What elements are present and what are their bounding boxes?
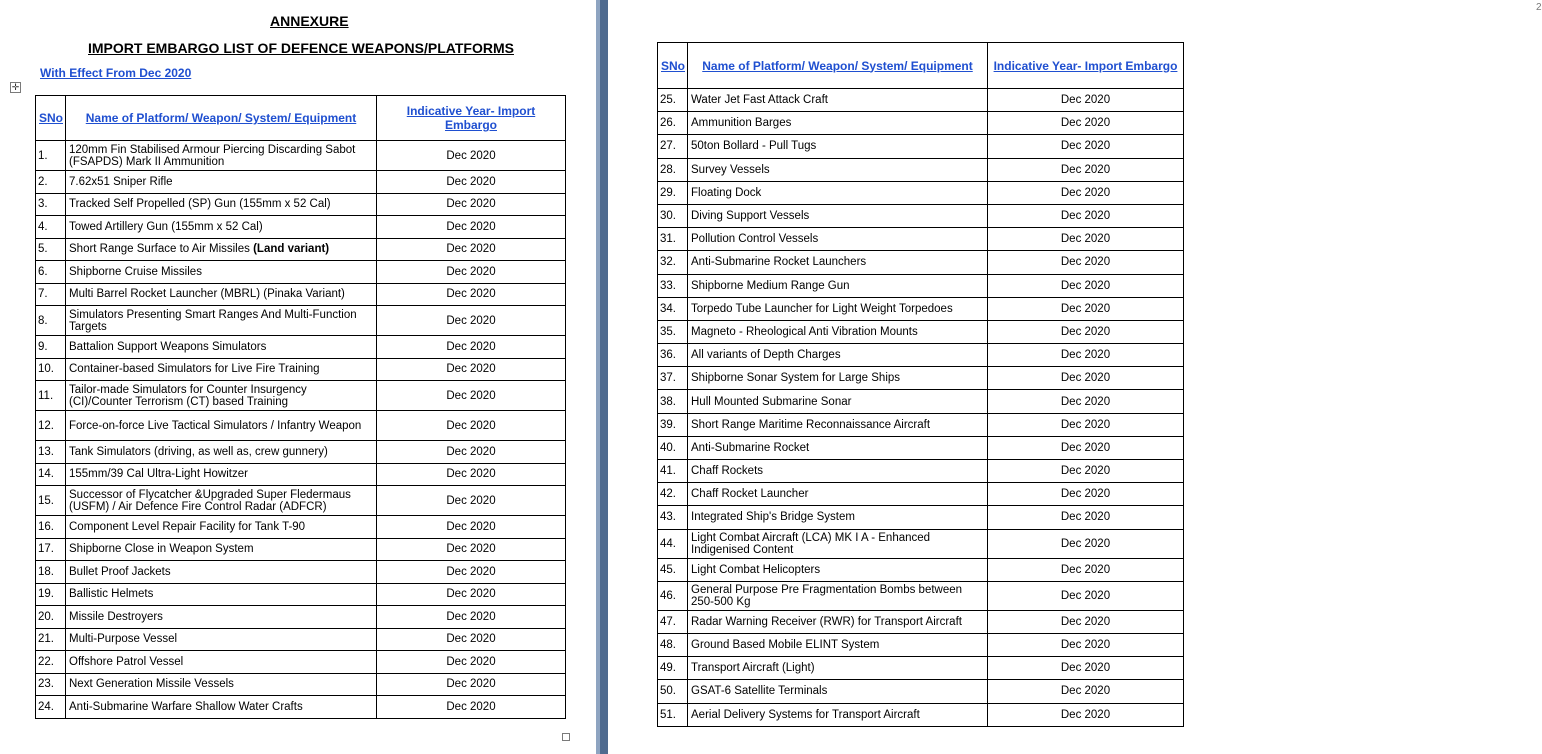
row-sno: 42. [658, 483, 688, 506]
row-name [688, 633, 988, 656]
row-year: Dec 2020 [988, 204, 1184, 227]
row-sno: 25. [658, 89, 688, 112]
row-name-text: Missile Destroyers [69, 610, 163, 623]
row-name-text: Successor of Flycatcher &Upgraded Super Fledermaus (USFM) / Air Defence Fire Control Radar (ADFCR) [69, 488, 351, 513]
row-year: Dec 2020 [988, 89, 1184, 112]
row-name [66, 696, 377, 719]
row-name [66, 673, 377, 696]
table-row [36, 306, 566, 336]
row-name-text: 50ton Bollard - Pull Tugs [691, 140, 817, 153]
row-name [688, 320, 988, 343]
row-sno: 32. [658, 251, 688, 274]
row-name [66, 516, 377, 539]
row-name [66, 283, 377, 306]
row-name [66, 486, 377, 516]
row-name [688, 251, 988, 274]
row-year: Dec 2020 [988, 460, 1184, 483]
row-name [688, 181, 988, 204]
row-name-text: GSAT-6 Satellite Terminals [691, 685, 828, 698]
table-row [36, 193, 566, 216]
table-row [658, 460, 1184, 483]
row-sno: 34. [658, 297, 688, 320]
row-sno: 43. [658, 506, 688, 529]
row-name-text: Towed Artillery Gun (155mm x 52 Cal) [69, 220, 263, 233]
row-year: Dec 2020 [988, 506, 1184, 529]
row-year: Dec 2020 [377, 141, 566, 171]
row-name-text: Next Generation Missile Vessels [69, 678, 234, 691]
row-sno: 49. [658, 657, 688, 680]
row-year: Dec 2020 [377, 411, 566, 441]
row-sno: 17. [36, 538, 66, 561]
row-sno: 50. [658, 680, 688, 703]
row-sno: 51. [658, 703, 688, 726]
table-row [36, 283, 566, 306]
row-name-text: Shipborne Cruise Missiles [69, 265, 202, 278]
row-year: Dec 2020 [377, 441, 566, 464]
row-sno: 22. [36, 651, 66, 674]
row-name [688, 558, 988, 581]
row-name [66, 411, 377, 441]
row-sno: 45. [658, 558, 688, 581]
row-name-text: Battalion Support Weapons Simulators [69, 340, 267, 353]
row-name-text: Hull Mounted Submarine Sonar [691, 395, 852, 408]
row-name-text: Offshore Patrol Vessel [69, 655, 184, 668]
row-name-text: Anti-Submarine Rocket Launchers [691, 256, 867, 269]
row-name-text: Torpedo Tube Launcher for Light Weight Torpedoes [691, 302, 953, 315]
row-sno: 10. [36, 358, 66, 381]
row-sno: 15. [36, 486, 66, 516]
row-name [66, 628, 377, 651]
table-row [658, 367, 1184, 390]
row-name-text: Bullet Proof Jackets [69, 565, 171, 578]
row-name-text: Multi-Purpose Vessel [69, 633, 178, 646]
embargo-table-left [35, 95, 566, 719]
table-resize-handle[interactable] [562, 733, 570, 741]
table-row [36, 141, 566, 171]
row-year: Dec 2020 [377, 486, 566, 516]
row-sno: 44. [658, 529, 688, 558]
table-row [36, 238, 566, 261]
table-row [36, 628, 566, 651]
effective-date-note: With Effect From Dec 2020 [40, 66, 192, 80]
row-sno: 20. [36, 606, 66, 629]
table-row [658, 320, 1184, 343]
row-year: Dec 2020 [377, 216, 566, 239]
row-name [688, 460, 988, 483]
row-sno: 36. [658, 344, 688, 367]
row-name-text: Anti-Submarine Rocket [691, 441, 810, 454]
row-name [688, 274, 988, 297]
row-year: Dec 2020 [988, 610, 1184, 633]
row-sno: 26. [658, 112, 688, 135]
row-name-text: Aerial Delivery Systems for Transport Aircraft [691, 708, 920, 721]
row-sno: 19. [36, 583, 66, 606]
row-year: Dec 2020 [988, 135, 1184, 158]
row-year: Dec 2020 [988, 413, 1184, 436]
row-year: Dec 2020 [988, 390, 1184, 413]
row-year: Dec 2020 [988, 633, 1184, 656]
row-sno: 40. [658, 436, 688, 459]
annexure-title: ANNEXURE [270, 13, 349, 29]
table-row [658, 204, 1184, 227]
row-name-text: Chaff Rockets [691, 465, 764, 478]
row-name [66, 261, 377, 284]
row-name-text: Light Combat Helicopters [691, 563, 821, 576]
row-name-text: Shipborne Close in Weapon System [69, 543, 254, 556]
row-year: Dec 2020 [377, 238, 566, 261]
table-row [658, 703, 1184, 726]
row-name-text: 7.62x51 Sniper Rifle [69, 175, 173, 188]
row-year: Dec 2020 [988, 158, 1184, 181]
table-row [36, 673, 566, 696]
table-row [36, 463, 566, 486]
row-name [688, 506, 988, 529]
row-name-text: Ammunition Barges [691, 117, 792, 130]
row-sno: 16. [36, 516, 66, 539]
table-row [658, 228, 1184, 251]
row-sno: 11. [36, 381, 66, 411]
row-year: Dec 2020 [988, 297, 1184, 320]
row-sno: 12. [36, 411, 66, 441]
row-sno: 30. [658, 204, 688, 227]
header-name: Name of Platform/ Weapon/ System/ Equipment [688, 43, 988, 89]
move-icon[interactable]: ✛ [11, 82, 20, 92]
header-sno: SNo [36, 96, 66, 141]
row-name [688, 703, 988, 726]
row-name-text: Water Jet Fast Attack Craft [691, 94, 828, 107]
table-row [658, 483, 1184, 506]
row-year: Dec 2020 [988, 657, 1184, 680]
row-year: Dec 2020 [377, 381, 566, 411]
row-sno: 47. [658, 610, 688, 633]
row-name [688, 204, 988, 227]
table-row [658, 506, 1184, 529]
row-name-text: Ballistic Helmets [69, 588, 154, 601]
row-name [66, 141, 377, 171]
document-page-1 [0, 0, 596, 754]
row-year: Dec 2020 [988, 228, 1184, 251]
row-name [66, 381, 377, 411]
table-row [658, 413, 1184, 436]
row-year: Dec 2020 [377, 606, 566, 629]
page-gutter-edge [596, 0, 600, 754]
table-row [36, 538, 566, 561]
row-year: Dec 2020 [377, 583, 566, 606]
row-sno: 38. [658, 390, 688, 413]
table-row [658, 297, 1184, 320]
row-name-text: Simulators Presenting Smart Ranges And Multi-Function Targets [69, 308, 357, 333]
row-name-text: Integrated Ship's Bridge System [691, 511, 855, 524]
row-sno: 1. [36, 141, 66, 171]
row-year: Dec 2020 [377, 261, 566, 284]
row-sno: 21. [36, 628, 66, 651]
table-row [36, 486, 566, 516]
row-sno: 6. [36, 261, 66, 284]
row-sno: 18. [36, 561, 66, 584]
row-sno: 5. [36, 238, 66, 261]
row-sno: 27. [658, 135, 688, 158]
row-name [66, 238, 377, 261]
table-row [36, 216, 566, 239]
row-name [688, 680, 988, 703]
row-year: Dec 2020 [377, 651, 566, 674]
row-name [688, 413, 988, 436]
row-year: Dec 2020 [988, 344, 1184, 367]
row-name-text: 120mm Fin Stabilised Armour Piercing Discarding Sabot (FSAPDS) Mark II Ammunition [69, 143, 356, 168]
row-year: Dec 2020 [377, 171, 566, 194]
row-name-text: Shipborne Medium Range Gun [691, 279, 850, 292]
row-name [688, 436, 988, 459]
row-sno: 41. [658, 460, 688, 483]
row-name-text: 155mm/39 Cal Ultra-Light Howitzer [69, 468, 248, 481]
row-sno: 35. [658, 320, 688, 343]
row-sno: 28. [658, 158, 688, 181]
table-row [36, 381, 566, 411]
row-name-text: Floating Dock [691, 186, 762, 199]
embargo-table-right [657, 42, 1184, 727]
row-name-text: Container-based Simulators for Live Fire Training [69, 363, 320, 376]
table-row [36, 411, 566, 441]
row-name [688, 483, 988, 506]
row-sno: 3. [36, 193, 66, 216]
row-name-text: Survey Vessels [691, 163, 770, 176]
row-name [688, 228, 988, 251]
table-row [36, 561, 566, 584]
row-year: Dec 2020 [988, 703, 1184, 726]
row-year: Dec 2020 [988, 181, 1184, 204]
row-name [66, 538, 377, 561]
table-row [658, 558, 1184, 581]
row-year: Dec 2020 [377, 283, 566, 306]
table-row [658, 633, 1184, 656]
row-name [66, 306, 377, 336]
row-name-text: Shipborne Sonar System for Large Ships [691, 372, 901, 385]
table-row [658, 181, 1184, 204]
row-sno: 4. [36, 216, 66, 239]
row-name [66, 606, 377, 629]
row-year: Dec 2020 [377, 193, 566, 216]
row-sno: 48. [658, 633, 688, 656]
row-name-text: Multi Barrel Rocket Launcher (MBRL) (Pinaka Variant) [69, 288, 345, 301]
table-body-right [658, 89, 1184, 727]
row-year: Dec 2020 [377, 463, 566, 486]
header-name: Name of Platform/ Weapon/ System/ Equipment [66, 96, 377, 141]
row-name-text: Ground Based Mobile ELINT System [691, 639, 880, 652]
row-name-text: Force-on-force Live Tactical Simulators / Infantry Weapon [69, 419, 362, 432]
row-sno: 39. [658, 413, 688, 436]
header-year: Indicative Year- Import Embargo [988, 43, 1184, 89]
row-year: Dec 2020 [377, 696, 566, 719]
row-name [688, 657, 988, 680]
row-name [66, 193, 377, 216]
list-title: IMPORT EMBARGO LIST OF DEFENCE WEAPONS/PLATFORMS [88, 40, 514, 56]
row-name [688, 89, 988, 112]
table-row [658, 158, 1184, 181]
table-row [658, 274, 1184, 297]
row-name [688, 112, 988, 135]
table-row [658, 581, 1184, 610]
row-name [66, 463, 377, 486]
row-year: Dec 2020 [988, 483, 1184, 506]
row-year: Dec 2020 [988, 581, 1184, 610]
row-year: Dec 2020 [988, 274, 1184, 297]
row-name [688, 135, 988, 158]
row-sno: 33. [658, 274, 688, 297]
row-year: Dec 2020 [377, 358, 566, 381]
row-name-text: Light Combat Aircraft (LCA) MK I A - Enhanced Indigenised Content [691, 531, 931, 556]
row-name [688, 344, 988, 367]
row-name-text: Diving Support Vessels [691, 210, 810, 223]
table-row [658, 436, 1184, 459]
row-name-text: General Purpose Pre Fragmentation Bombs between 250-500 Kg [691, 583, 963, 608]
row-name-text: Chaff Rocket Launcher [691, 488, 809, 501]
table-row [36, 171, 566, 194]
row-sno: 37. [658, 367, 688, 390]
row-name-text: Tailor-made Simulators for Counter Insurgency (CI)/Counter Terrorism (CT) based Training [69, 383, 307, 408]
table-row [36, 516, 566, 539]
row-year: Dec 2020 [988, 112, 1184, 135]
row-name [688, 367, 988, 390]
row-year: Dec 2020 [988, 558, 1184, 581]
table-row [36, 336, 566, 359]
row-sno: 13. [36, 441, 66, 464]
table-row [658, 112, 1184, 135]
row-name [688, 297, 988, 320]
header-sno: SNo [658, 43, 688, 89]
row-name-text: Short Range Maritime Reconnaissance Aircraft [691, 418, 931, 431]
row-name [66, 441, 377, 464]
table-row [658, 390, 1184, 413]
row-name-text: Tank Simulators (driving, as well as, crew gunnery) [69, 445, 328, 458]
row-year: Dec 2020 [377, 306, 566, 336]
row-year: Dec 2020 [988, 680, 1184, 703]
table-body-left [36, 141, 566, 719]
row-year: Dec 2020 [988, 251, 1184, 274]
row-sno: 8. [36, 306, 66, 336]
row-sno: 23. [36, 673, 66, 696]
table-row [658, 344, 1184, 367]
row-name [66, 336, 377, 359]
table-row [658, 657, 1184, 680]
row-name-text: Short Range Surface to Air Missiles [69, 243, 254, 256]
row-year: Dec 2020 [377, 516, 566, 539]
row-sno: 46. [658, 581, 688, 610]
row-year: Dec 2020 [988, 320, 1184, 343]
row-sno: 9. [36, 336, 66, 359]
table-row [36, 441, 566, 464]
row-sno: 31. [658, 228, 688, 251]
row-sno: 29. [658, 181, 688, 204]
row-name [66, 171, 377, 194]
table-header-row [658, 43, 1184, 89]
page-number: 2 [1536, 2, 1542, 13]
row-name-text: Transport Aircraft (Light) [691, 662, 815, 675]
table-row [36, 261, 566, 284]
row-name [66, 561, 377, 584]
table-row [36, 358, 566, 381]
row-name-text: Tracked Self Propelled (SP) Gun (155mm x 52 Cal) [69, 198, 331, 211]
row-year: Dec 2020 [377, 673, 566, 696]
table-row [36, 606, 566, 629]
row-name [688, 581, 988, 610]
row-name [66, 358, 377, 381]
row-name [688, 390, 988, 413]
row-year: Dec 2020 [377, 538, 566, 561]
row-name-bold: (Land variant) [253, 243, 330, 256]
table-row [658, 135, 1184, 158]
row-name [66, 583, 377, 606]
row-name-text: Magneto - Rheological Anti Vibration Mounts [691, 325, 918, 338]
table-row [658, 251, 1184, 274]
table-row [36, 696, 566, 719]
row-sno: 24. [36, 696, 66, 719]
row-sno: 2. [36, 171, 66, 194]
row-year: Dec 2020 [988, 436, 1184, 459]
table-row [658, 680, 1184, 703]
table-header-row [36, 96, 566, 141]
row-name-text: Component Level Repair Facility for Tank T-90 [69, 520, 306, 533]
row-name [66, 651, 377, 674]
row-name-text: All variants of Depth Charges [691, 349, 841, 362]
row-year: Dec 2020 [377, 561, 566, 584]
row-year: Dec 2020 [377, 336, 566, 359]
row-year: Dec 2020 [988, 367, 1184, 390]
row-name [688, 529, 988, 558]
table-row [658, 89, 1184, 112]
table-row [658, 529, 1184, 558]
row-name-text: Radar Warning Receiver (RWR) for Transport Aircraft [691, 615, 962, 628]
row-name [688, 610, 988, 633]
row-year: Dec 2020 [377, 628, 566, 651]
table-row [36, 583, 566, 606]
header-year: Indicative Year- Import Embargo [377, 96, 566, 141]
row-year: Dec 2020 [988, 529, 1184, 558]
row-sno: 7. [36, 283, 66, 306]
row-name-text: Pollution Control Vessels [691, 233, 819, 246]
table-row [36, 651, 566, 674]
row-name [66, 216, 377, 239]
row-sno: 14. [36, 463, 66, 486]
row-name [688, 158, 988, 181]
row-name-text: Anti-Submarine Warfare Shallow Water Crafts [69, 700, 303, 713]
table-row [658, 610, 1184, 633]
